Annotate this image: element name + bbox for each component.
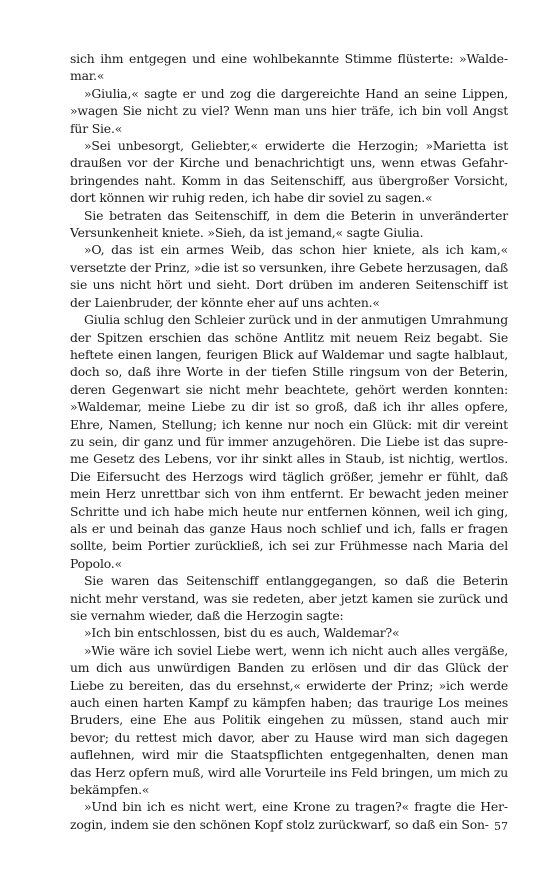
paragraph: »Giulia,« sagte er und zog die dargereichte Hand an seine Lippen, »wagen Sie nicht zu viel? Wenn man uns hier träfe, ich bin voll Angst für Sie.« [70,85,508,136]
paragraph: Giulia schlug den Schleier zurück und in der anmutigen Umrahmung der Spitzen erschien das schöne Antlitz mit neuem Reiz begabt. Sie heftete einen langen, feurigen Blick auf Waldemar und sagte halblaut, doch so, daß ihre Worte in der tiefen Stille ringsum von der Beterin, deren Gegenwart sie nicht mehr beachtete, gehört werden konnten: »Waldemar, meine Liebe zu dir ist so groß, daß ich ihr alles opfere, Ehre, Namen, Stellung; ich kenne nur noch ein Glück: mit dir vereint zu sein, dir ganz und für immer anzugehören. Die Liebe ist das supreme Gesetz des Lebens, vor ihr sinkt alles in Staub, ist nichtig, wertlos. Die Eifersucht des Herzogs wird täglich größer, jemehr er fühlt, daß mein Herz unrettbar sich von ihm entfernt. Er bewacht jeden meiner Schritte und ich habe mich heute nur entfernen können, weil ich ging, als er und beinah das ganze Haus noch schlief und ich, falls er fragen sollte, beim Portier zurückließ, ich sei zur Frühmesse nach Maria del Popolo.« [70,312,508,571]
paragraph: »Ich bin entschlossen, bist du es auch, Waldemar?« [84,625,400,641]
book-page-body [70,50,508,833]
paragraph: »Sei unbesorgt, Geliebter,« erwiderte die Herzogin; »Marietta ist draußen vor der Kirche und benachrichtigt uns, wenn etwas Gefahrbringendes naht. Komm in das Seitenschiff, aus übergroßer Vorsicht, dort können wir ruhig reden, ich habe dir soviel zu sagen.« [70,138,508,206]
paragraph: sich ihm entgegen und eine wohlbekannte Stimme flüsterte: »Waldemar.« [70,51,508,84]
paragraph: Sie betraten das Seitenschiff, in dem die Beterin in unveränderter Versunkenheit kniete. »Sieh, da ist jemand,« sagte Giulia. [70,207,508,241]
paragraph: »Und bin ich es nicht wert, eine Krone zu tragen?« fragte die Herzogin, indem sie den schönen Kopf stolz zurückwarf, so daß ein Son- [70,799,508,832]
page-number: 57 [494,820,508,833]
paragraph: »O, das ist ein armes Weib, das schon hier kniete, als ich kam,« versetzte der Prinz, »die ist so versunken, ihre Gebete herzusagen, daß sie uns nicht hört und sieht. Dort drüben im anderen Seitenschiff ist der Laienbruder, der könnte eher auf uns achten.« [70,242,508,310]
paragraph: Sie waren das Seitenschiff entlanggegangen, so daß die Beterin nicht mehr verstand, was sie redeten, aber jetzt kamen sie zurück und sie vernahm wieder, daß die Herzogin sagte: [70,573,508,623]
paragraph: »Wie wäre ich soviel Liebe wert, wenn ich nicht auch alles vergäße, um dich aus unwürdigen Banden zu erlösen und dir das Glück der Liebe zu bereiten, das du ersehnst,« erwiderte der Prinz; »ich werde auch einen harten Kampf zu kämpfen haben; das traurige Los meines Bruders, eine Ehe aus Politik eingehen zu müssen, stand auch mir bevor; du rettest mich davor, aber zu Hause wird man sich dagegen auflehnen, wird mir die Staatspflichten entgegenhalten, denen man das Herz opfern muß, wird alle Vorurteile ins Feld bringen, um mich zu bekämpfen.« [70,642,508,798]
